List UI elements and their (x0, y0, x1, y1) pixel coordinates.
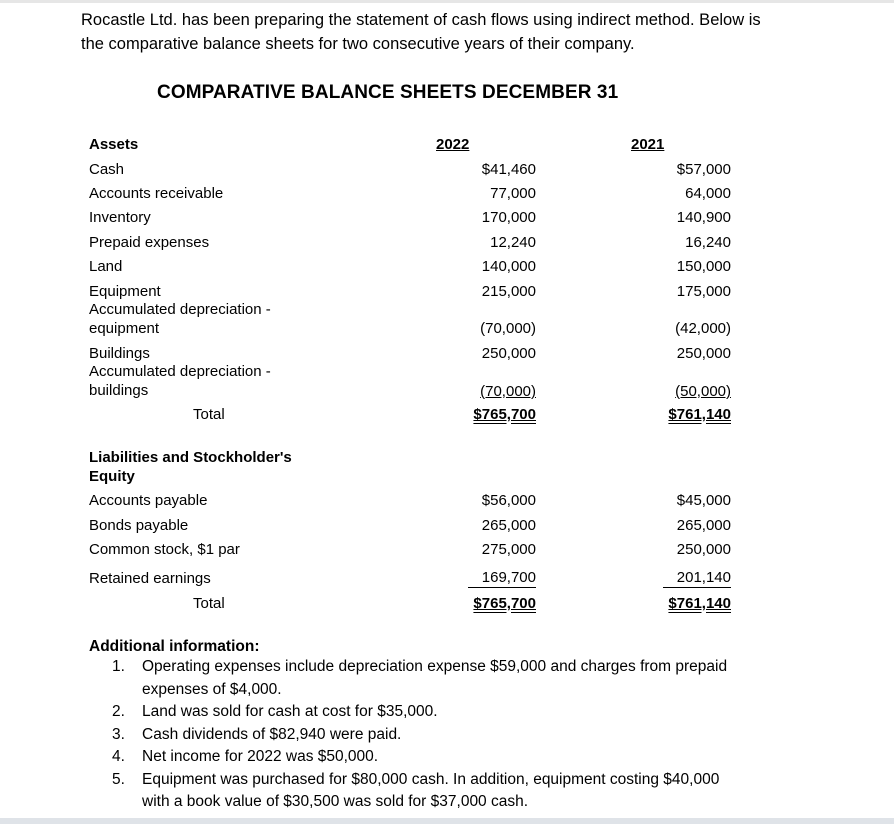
page-title: COMPARATIVE BALANCE SHEETS DECEMBER 31 (157, 82, 619, 103)
additional-info-heading: Additional information: (89, 638, 260, 655)
asset-label: Equipment (89, 283, 161, 300)
asset-label: Accumulated depreciation - (89, 363, 271, 380)
column-header-2021: 2021 (631, 136, 665, 153)
intro-text (81, 8, 841, 56)
liabilities-heading-cont: Equity (89, 468, 135, 485)
list-item-text: Cash dividends of $82,940 were paid. (142, 725, 402, 743)
asset-value-2021: 64,000 (685, 185, 731, 202)
assets-total-2021: $761,140 (668, 406, 731, 423)
list-item (112, 701, 772, 724)
list-item-number: 3. (112, 725, 125, 743)
asset-value-2022: $41,460 (481, 161, 536, 178)
asset-value-2022: 250,000 (481, 345, 536, 362)
asset-label: Accumulated depreciation - (89, 301, 271, 318)
asset-value-2021: 250,000 (676, 345, 731, 362)
liabilities-total-label: Total (193, 595, 225, 612)
list-item-text: Land was sold for cash at cost for $35,000. (142, 703, 438, 720)
top-divider (0, 0, 894, 3)
list-item-number: 1. (112, 658, 125, 675)
list-item-text: Equipment was purchased for $80,000 cash. In addition, equipment costing $40,000 (142, 770, 720, 788)
liability-value-2022: $56,000 (481, 492, 536, 509)
asset-value-2021: $57,000 (676, 161, 731, 178)
list-item-text: Net income for 2022 was $50,000. (142, 748, 379, 765)
liability-value-2022: 275,000 (481, 541, 536, 558)
list-item-text: Operating expenses include depreciation expense $59,000 and charges from prepaid (142, 658, 728, 675)
column-header-2022: 2022 (436, 136, 470, 153)
asset-value-2021: (50,000) (675, 383, 731, 400)
liability-value-2021: $45,000 (676, 492, 731, 509)
asset-label: Prepaid expenses (89, 234, 210, 251)
asset-value-2022: 12,240 (490, 234, 536, 251)
asset-label: Buildings (89, 345, 150, 362)
liability-value-2021: 201,140 (663, 569, 731, 588)
asset-label: Land (89, 258, 123, 275)
intro-line-1: Rocastle Ltd. has been preparing the statement of cash flows using indirect method. Below is (81, 11, 761, 29)
liabilities-total-2021: $761,140 (668, 595, 731, 612)
asset-value-2021: (42,000) (675, 320, 731, 337)
asset-label: Inventory (89, 209, 151, 226)
list-item (112, 746, 772, 769)
list-item (112, 656, 772, 701)
liability-value-2021: 250,000 (676, 541, 731, 558)
liability-value-2022: 169,700 (468, 569, 536, 588)
liability-value-2022: 265,000 (481, 517, 536, 534)
liability-label: Common stock, $1 par (89, 541, 240, 558)
list-item (112, 724, 772, 747)
list-item-number: 5. (112, 770, 125, 788)
asset-value-2021: 16,240 (685, 234, 731, 251)
assets-total-label: Total (193, 406, 225, 423)
asset-value-2022: (70,000) (480, 320, 536, 337)
liabilities-total-2022: $765,700 (473, 595, 536, 612)
intro-line-2: the comparative balance sheets for two consecutive years of their company. (81, 35, 635, 53)
assets-total-2022: $765,700 (473, 406, 536, 423)
liability-label: Retained earnings (89, 570, 211, 587)
liability-label: Accounts payable (89, 492, 208, 509)
asset-label-cont: equipment (89, 320, 160, 337)
list-item-number: 2. (112, 703, 125, 720)
liability-value-2021: 265,000 (676, 517, 731, 534)
asset-value-2022: (70,000) (480, 383, 536, 400)
liabilities-heading: Liabilities and Stockholder's (89, 449, 292, 466)
asset-value-2022: 140,000 (481, 258, 536, 275)
asset-value-2021: 150,000 (676, 258, 731, 275)
asset-label: Accounts receivable (89, 185, 224, 202)
liability-label: Bonds payable (89, 517, 189, 534)
list-item-text-cont: with a book value of $30,500 was sold for $37,000 cash. (142, 793, 529, 810)
asset-value-2022: 77,000 (490, 185, 536, 202)
list-item-text-cont: expenses of $4,000. (142, 680, 282, 698)
bottom-divider (0, 818, 894, 824)
list-item-number: 4. (112, 748, 125, 765)
asset-value-2021: 140,900 (676, 209, 731, 226)
asset-value-2022: 170,000 (481, 209, 536, 226)
assets-heading: Assets (89, 136, 139, 153)
list-item (112, 769, 772, 814)
asset-value-2021: 175,000 (676, 283, 731, 300)
asset-label-cont: buildings (89, 382, 149, 399)
asset-value-2022: 215,000 (481, 283, 536, 300)
additional-info-list (112, 656, 772, 814)
asset-label: Cash (89, 161, 125, 178)
